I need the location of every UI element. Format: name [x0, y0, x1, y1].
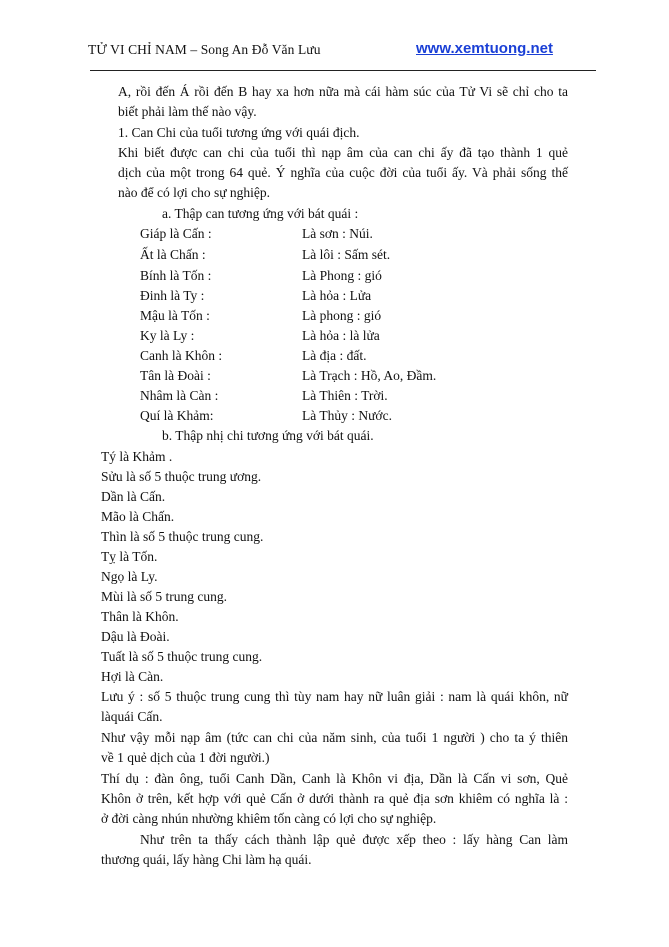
can-name: Nhâm là Càn : [140, 388, 219, 403]
closing-line: Như trên ta thấy cách thành lập quẻ được xếp theo : lấy hàng Can làm [140, 832, 568, 847]
example-line: Khôn ở trên, kết hợp với quẻ Cấn ở dưới thành ra quẻ địa sơn khiêm có nghĩa là : [101, 791, 568, 806]
quai-meaning: Là Phong : gió [302, 268, 382, 283]
paragraph-line: dịch của một trong 64 quẻ. Ý nghĩa của cuộc đời của tuổi ấy. Và phải sống thế [118, 165, 568, 180]
chi-line: Tuất là số 5 thuộc trung cung. [101, 649, 263, 664]
can-name: Ky là Ly : [140, 328, 195, 343]
header-title: TỬ VI CHỈ NAM – Song An Đỗ Văn Lưu [88, 42, 321, 57]
header-divider [90, 70, 596, 71]
chi-line: Tỵ là Tốn. [101, 549, 158, 564]
intro-line: A, rồi đến Á rồi đến B hay xa hơn nữa mà cái hàm súc của Tử Vi sẽ chỉ cho ta [118, 84, 568, 99]
intro-line: biết phải làm thế nào vậy. [118, 104, 257, 119]
closing-line: thương quái, lấy hàng Chi làm hạ quái. [101, 852, 312, 867]
can-name: Bính là Tốn : [140, 268, 212, 283]
quai-meaning: Là Thủy : Nước. [302, 408, 392, 423]
chi-line: Mùi là số 5 trung cung. [101, 589, 227, 604]
subsection-a-heading: a. Thập can tương ứng với bát quái : [162, 206, 359, 221]
quai-meaning: Là sơn : Núi. [302, 226, 373, 241]
example-line: ở đời càng nhún nhường khiêm tốn càng có lợi cho sự nghiệp. [101, 811, 437, 826]
quai-meaning: Là hỏa : là lửa [302, 328, 380, 343]
chi-line: Mão là Chấn. [101, 509, 175, 524]
quai-meaning: Là phong : gió [302, 308, 382, 323]
paragraph-line: Khi biết được can chi của tuổi thì nạp âm của can chi ấy đã tạo thành 1 quẻ [118, 145, 568, 160]
can-name: Ất là Chấn : [140, 247, 206, 262]
chi-line: Sửu là số 5 thuộc trung ương. [101, 469, 262, 484]
website-link[interactable]: www.xemtuong.net [416, 40, 553, 57]
quai-meaning: Là lôi : Sấm sét. [302, 247, 391, 262]
can-name: Quí là Khảm: [140, 408, 214, 423]
chi-line: Tý là Khảm . [101, 449, 173, 464]
subsection-b-heading: b. Thập nhị chi tương ứng với bát quái. [162, 428, 374, 443]
note-line: làquái Cấn. [101, 709, 163, 724]
quai-meaning: Là địa : đất. [302, 348, 367, 363]
chi-line: Dậu là Đoài. [101, 629, 170, 644]
paragraph-line: nào để có lợi cho sự nghiệp. [118, 185, 271, 200]
section-heading: 1. Can Chi của tuổi tương ứng với quái địch. [118, 125, 360, 140]
can-name: Đinh là Ty : [140, 288, 205, 303]
example-line: Thí dụ : đàn ông, tuổi Canh Dần, Canh là Khôn vi địa, Dần là Cấn vi sơn, Quẻ [101, 771, 568, 786]
chi-line: Thân là Khôn. [101, 609, 179, 624]
quai-meaning: Là Trạch : Hồ, Ao, Đầm. [302, 368, 437, 383]
can-name: Mậu là Tốn : [140, 308, 210, 323]
quai-meaning: Là Thiên : Trời. [302, 388, 388, 403]
note-line: về 1 quẻ dịch của 1 đời người.) [101, 750, 270, 765]
quai-meaning: Là hỏa : Lửa [302, 288, 372, 303]
can-name: Tân là Đoài : [140, 368, 211, 383]
chi-line: Ngọ là Ly. [101, 569, 158, 584]
note-line: Như vậy mỗi nạp âm (tức can chi của năm sinh, của tuổi 1 người ) cho ta ý thiên [101, 730, 568, 745]
chi-line: Dần là Cấn. [101, 489, 166, 504]
chi-line: Hợi là Càn. [101, 669, 164, 684]
note-line: Lưu ý : số 5 thuộc trung cung thì tùy nam hay nữ luân giải : nam là quái khôn, nữ [101, 689, 568, 704]
chi-line: Thìn là số 5 thuộc trung cung. [101, 529, 264, 544]
can-name: Giáp là Cấn : [140, 226, 212, 241]
can-name: Canh là Khôn : [140, 348, 223, 363]
